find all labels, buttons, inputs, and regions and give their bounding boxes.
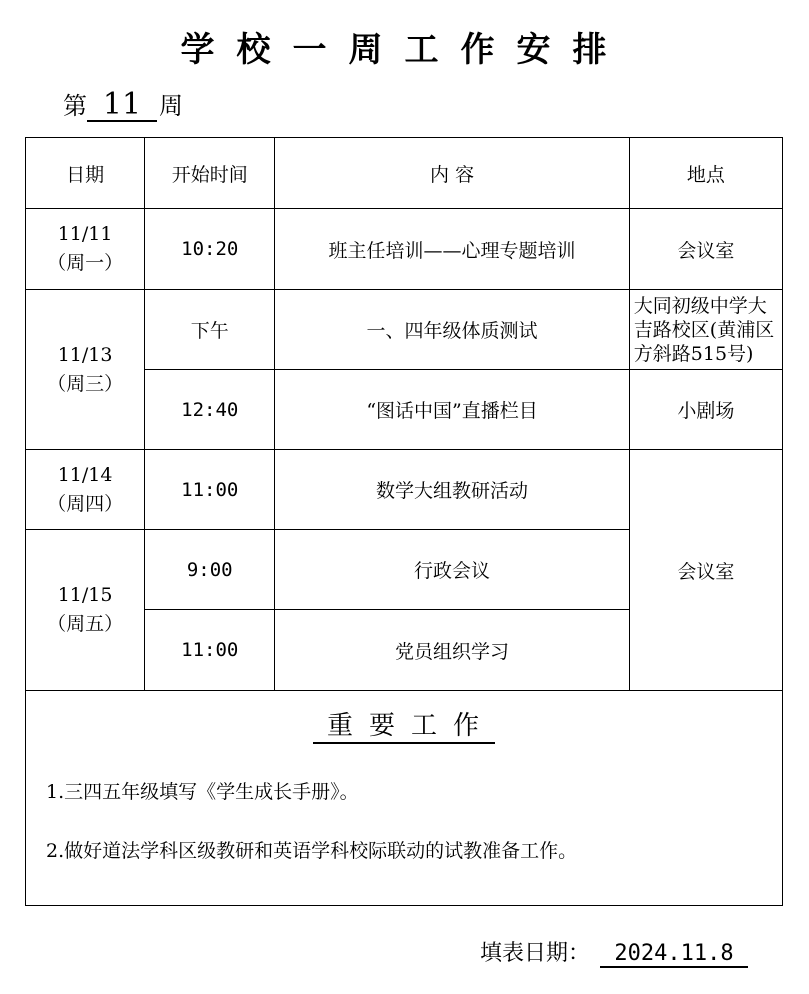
date-cell [26,290,145,450]
date-text: 11/14 [57,463,113,486]
weekday-text: （周三） [47,372,124,395]
time-cell: 下午 [145,290,275,370]
week-number: 11 [87,90,157,122]
time-cell: 11:00 [145,450,275,530]
time-cell: 11:00 [145,610,275,691]
header-date: 日期 [26,138,145,209]
weekday-text: （周四） [47,492,124,515]
content-cell: 班主任培训——心理专题培训 [275,209,629,290]
weekday-text: （周一） [47,252,124,274]
date-cell [26,450,145,530]
date-text: 11/13 [57,343,113,366]
header-place: 地点 [629,138,782,209]
weekday-text: （周五） [47,613,124,635]
time-cell: 12:40 [145,370,275,450]
date-text: 11/15 [57,584,113,606]
content-cell: 数学大组教研活动 [275,450,629,530]
content-cell: 党员组织学习 [275,610,629,691]
header-content: 内 容 [275,138,629,209]
task-item: 1.三四五年级填写《学生成长手册》。 [46,781,359,803]
date-cell [26,209,145,290]
date-text: 11/11 [57,223,113,245]
task-item: 2.做好道法学科区级教研和英语学科校际联动的试教准备工作。 [46,840,578,862]
place-cell: 小剧场 [629,370,782,450]
important-work-title-text: 重要工作 [313,710,495,744]
important-work-title [26,710,782,744]
date-cell [26,530,145,691]
fill-date-value: 2024.11.8 [600,941,748,968]
table-row [26,450,783,530]
table-row [26,209,783,290]
place-cell: 大同初级中学大吉路校区(黄浦区方斜路515号) [629,290,782,370]
week-prefix: 第 [63,92,87,120]
time-cell: 10:20 [145,209,275,290]
place-cell: 会议室 [629,209,782,290]
schedule-table [25,137,783,691]
fill-date-label: 填表日期： [480,941,591,966]
table-row [26,290,783,370]
fill-date [480,936,748,968]
page-title: 学校一周工作安排 [180,30,629,70]
important-work-section [25,690,783,906]
content-cell: 行政会议 [275,530,629,610]
content-cell: “图话中国”直播栏目 [275,370,629,450]
header-time: 开始时间 [145,138,275,209]
place-cell: 会议室 [629,450,782,691]
table-header-row [26,138,783,209]
week-suffix: 周 [159,92,183,120]
week-line [63,86,183,122]
time-cell: 9:00 [145,530,275,610]
content-cell: 一、四年级体质测试 [275,290,629,370]
